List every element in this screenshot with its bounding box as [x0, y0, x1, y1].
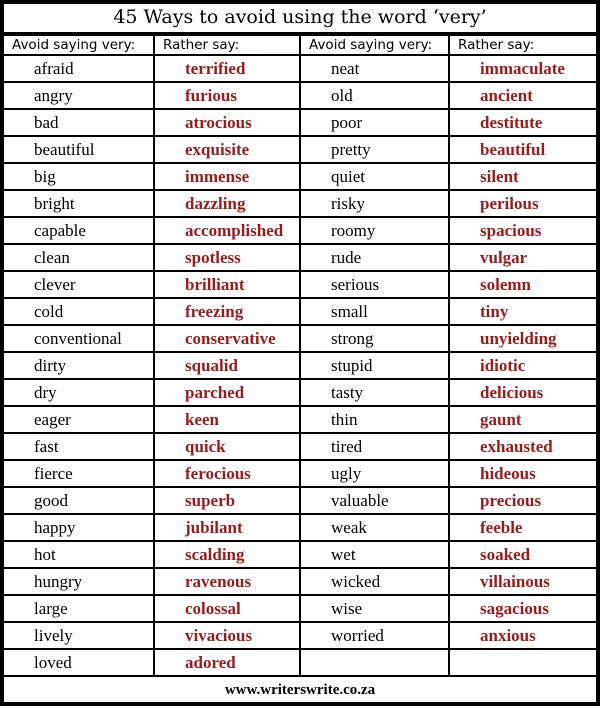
avoid-word: risky — [301, 191, 448, 216]
rather-word: vivacious — [155, 623, 299, 648]
avoid-word: worried — [301, 623, 448, 648]
rather-word: colossal — [155, 596, 299, 621]
avoid-word: roomy — [301, 218, 448, 243]
avoid-word: hungry — [4, 569, 153, 594]
rather-word: vulgar — [450, 245, 596, 270]
header-rather-left: Rather say: — [155, 36, 299, 54]
footer-website: www.writerswrite.co.za — [4, 677, 596, 702]
avoid-word: conventional — [4, 326, 153, 351]
rather-word: feeble — [450, 515, 596, 540]
avoid-word: small — [301, 299, 448, 324]
rather-word: quick — [155, 434, 299, 459]
avoid-word: angry — [4, 83, 153, 108]
rather-word: adored — [155, 650, 299, 675]
rather-word: villainous — [450, 569, 596, 594]
rather-word: dazzling — [155, 191, 299, 216]
avoid-word: eager — [4, 407, 153, 432]
rather-word: spotless — [155, 245, 299, 270]
rather-word: solemn — [450, 272, 596, 297]
avoid-word: happy — [4, 515, 153, 540]
rather-word: anxious — [450, 623, 596, 648]
avoid-word: bad — [4, 110, 153, 135]
avoid-word: fast — [4, 434, 153, 459]
page-title: 45 Ways to avoid using the word ‘very’ — [4, 4, 596, 32]
avoid-word: fierce — [4, 461, 153, 486]
header-rather-right: Rather say: — [450, 36, 596, 54]
rather-word: soaked — [450, 542, 596, 567]
rather-word: ancient — [450, 83, 596, 108]
rather-word: conservative — [155, 326, 299, 351]
avoid-word: quiet — [301, 164, 448, 189]
avoid-word: valuable — [301, 488, 448, 513]
rather-word: jubilant — [155, 515, 299, 540]
avoid-word: clever — [4, 272, 153, 297]
header-avoid-right: Avoid saying very: — [301, 36, 448, 54]
avoid-word: strong — [301, 326, 448, 351]
rather-word: idiotic — [450, 353, 596, 378]
avoid-word: stupid — [301, 353, 448, 378]
rather-word: squalid — [155, 353, 299, 378]
rather-word: spacious — [450, 218, 596, 243]
avoid-word: ugly — [301, 461, 448, 486]
rather-word: atrocious — [155, 110, 299, 135]
avoid-word: rude — [301, 245, 448, 270]
avoid-word: pretty — [301, 137, 448, 162]
avoid-word: dirty — [4, 353, 153, 378]
avoid-word: thin — [301, 407, 448, 432]
avoid-word: old — [301, 83, 448, 108]
rather-word: ravenous — [155, 569, 299, 594]
header-avoid-left: Avoid saying very: — [4, 36, 153, 54]
rather-word: keen — [155, 407, 299, 432]
rather-word — [450, 650, 596, 675]
avoid-word: large — [4, 596, 153, 621]
avoid-word: clean — [4, 245, 153, 270]
rather-word: tiny — [450, 299, 596, 324]
rather-word: unyielding — [450, 326, 596, 351]
avoid-word: dry — [4, 380, 153, 405]
avoid-word: wicked — [301, 569, 448, 594]
avoid-word: afraid — [4, 56, 153, 81]
rather-word: sagacious — [450, 596, 596, 621]
rather-word: beautiful — [450, 137, 596, 162]
avoid-word: wise — [301, 596, 448, 621]
avoid-word: poor — [301, 110, 448, 135]
rather-word: hideous — [450, 461, 596, 486]
rather-word: brilliant — [155, 272, 299, 297]
avoid-word: lively — [4, 623, 153, 648]
avoid-word: neat — [301, 56, 448, 81]
rather-word: precious — [450, 488, 596, 513]
avoid-word: weak — [301, 515, 448, 540]
rather-word: scalding — [155, 542, 299, 567]
avoid-word: beautiful — [4, 137, 153, 162]
avoid-word: capable — [4, 218, 153, 243]
avoid-word: wet — [301, 542, 448, 567]
rather-word: immense — [155, 164, 299, 189]
rather-word: delicious — [450, 380, 596, 405]
rather-word: destitute — [450, 110, 596, 135]
rather-word: silent — [450, 164, 596, 189]
avoid-word: tired — [301, 434, 448, 459]
rather-word: gaunt — [450, 407, 596, 432]
rather-word: freezing — [155, 299, 299, 324]
avoid-word: loved — [4, 650, 153, 675]
rather-word: ferocious — [155, 461, 299, 486]
avoid-word — [301, 650, 448, 675]
rather-word: exhausted — [450, 434, 596, 459]
avoid-word: good — [4, 488, 153, 513]
rather-word: perilous — [450, 191, 596, 216]
avoid-word: cold — [4, 299, 153, 324]
avoid-word: bright — [4, 191, 153, 216]
avoid-word: serious — [301, 272, 448, 297]
avoid-word: big — [4, 164, 153, 189]
rather-word: immaculate — [450, 56, 596, 81]
rather-word: superb — [155, 488, 299, 513]
avoid-word: hot — [4, 542, 153, 567]
avoid-word: tasty — [301, 380, 448, 405]
rather-word: exquisite — [155, 137, 299, 162]
rather-word: parched — [155, 380, 299, 405]
rather-word: furious — [155, 83, 299, 108]
rather-word: accomplished — [155, 218, 299, 243]
rather-word: terrified — [155, 56, 299, 81]
